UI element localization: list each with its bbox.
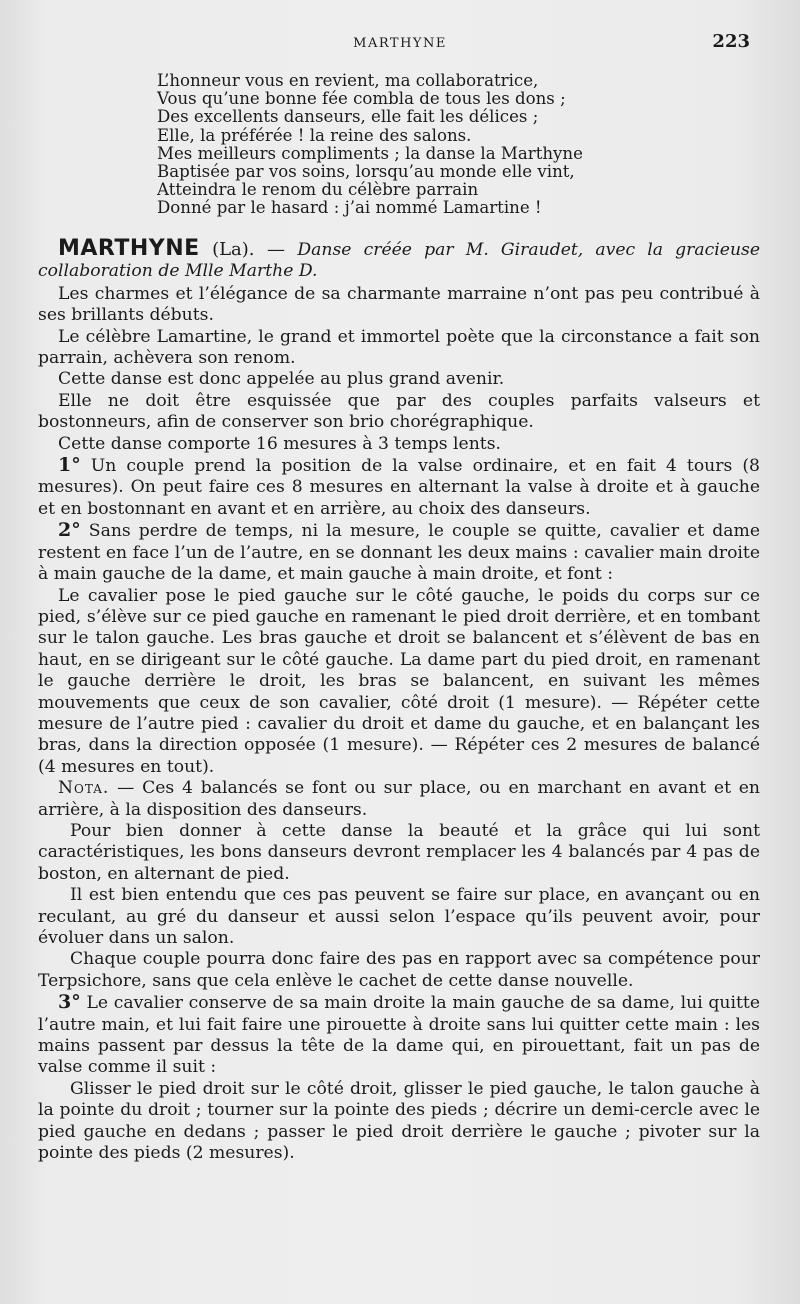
nota bbox=[38, 778, 760, 821]
paragraph: Les charmes et l’élégance de sa charmante marraine n’ont pas peu contribué à ses brillants débuts. bbox=[38, 283, 760, 326]
paragraph: Pour bien donner à cette danse la beauté et la grâce qui lui sont caractéristiques, les bons danseurs devront remplacer les 4 balancés par 4 pas de boston, en alternant de pied. bbox=[38, 820, 760, 884]
poem-line: Vous qu’une bonne fée combla de tous les dons ; bbox=[157, 89, 566, 109]
poem-line: Elle, la préférée ! la reine des salons. bbox=[157, 125, 472, 145]
poem-line: Mes meilleurs compliments ; la danse la Marthyne bbox=[157, 143, 583, 163]
step-1 bbox=[38, 455, 760, 520]
entry-title: MARTHYNE bbox=[58, 236, 200, 261]
step-number: 3° bbox=[58, 991, 81, 1014]
poem bbox=[157, 72, 717, 218]
poem-line: Donné par le hasard : j’ai nommé Lamartine ! bbox=[157, 198, 542, 218]
paragraph: Le célèbre Lamartine, le grand et immortel poète que la circonstance a fait son parrain, achèvera son renom. bbox=[38, 326, 760, 369]
entry-title-suffix: (La). — bbox=[199, 239, 298, 260]
step-text: Un couple prend la position de la valse ordinaire, et en fait 4 tours (8 mesures). On peut faire ces 8 mesures en alternant la valse à droite et à gauche et en bostonnant en avant et en arrière, au choix des danseurs. bbox=[38, 456, 760, 519]
poem-line: Atteindra le renom du célèbre parrain bbox=[157, 180, 479, 200]
entry-body bbox=[38, 238, 760, 1164]
nota-text: — Ces 4 balancés se font ou sur place, ou en marchant en avant et en arrière, à la disposition des danseurs. bbox=[38, 778, 760, 820]
step-3 bbox=[38, 992, 760, 1079]
nota-label: Nota. bbox=[58, 778, 110, 799]
step-number: 1° bbox=[58, 454, 81, 477]
running-head: MARTHYNE bbox=[353, 36, 447, 51]
step-text: Sans perdre de temps, ni la mesure, le couple se quitte, cavalier et dame restent en face l’un de l’autre, en se donnant les deux mains : cavalier main droite à main gauche de la dame, et main gauche à main droite, et font : bbox=[38, 521, 760, 585]
step-number: 2° bbox=[58, 519, 81, 542]
paragraph: Cette danse est donc appelée au plus grand avenir. bbox=[58, 369, 505, 390]
paragraph: Cette danse comporte 16 mesures à 3 temps lents. bbox=[58, 433, 501, 454]
paragraph: Chaque couple pourra donc faire des pas en rapport avec sa compétence pour Terpsichore, sans que cela enlève le cachet de cette danse nouvelle. bbox=[38, 949, 760, 991]
poem-line: L’honneur vous en revient, ma collaboratrice, bbox=[157, 71, 539, 90]
poem-line: Des excellents danseurs, elle fait les délices ; bbox=[157, 107, 539, 127]
step-3-detail: Glisser le pied droit sur le côté droit, glisser le pied gauche, le talon gauche à la pointe du droit ; tourner sur la pointe des pieds ; décrire un demi-cercle avec le pied gauche en dedans ; passer le pied droit derrière le gauche ; pivoter sur la pointe des pieds (2 mesures). bbox=[38, 1078, 760, 1164]
paragraph: Elle ne doit être esquissée que par des couples parfaits valseurs et bostonneurs, afin de conserver son brio chorégraphique. bbox=[38, 390, 760, 433]
poem-line: Baptisée par vos soins, lorsqu’au monde elle vint, bbox=[157, 162, 575, 182]
paragraph: Il est bien entendu que ces pas peuvent se faire sur place, en avançant ou en reculant, au gré du danseur et aussi selon l’espace qu’ils peuvent avoir, pour évoluer dans un salon. bbox=[38, 885, 760, 948]
entry-subtitle: Danse créée par M. Giraudet, avec la gracieuse collaboration de Mlle Marthe D. bbox=[38, 240, 761, 282]
entry-heading bbox=[38, 238, 760, 283]
step-text: Le cavalier conserve de sa main droite la main gauche de sa dame, lui quitte l’autre main, et lui fait faire une pirouette à droite sans lui quitter cette main : les mains passent par dessus la tête de la dame qui, en pirouettant, fait un pas de valse comme il suit : bbox=[38, 993, 760, 1078]
page-number: 223 bbox=[712, 31, 750, 52]
step-2-detail: Le cavalier pose le pied gauche sur le côté gauche, le poids du corps sur ce pied, s’élève sur ce pied gauche en ramenant le pied droit derrière, et en tombant sur le talon gauche. Les bras gauche et droit se balancent et s’élèvent de bas en haut, en se dirigeant sur le côté gauche. La dame part du pied droit, en ramenant le gauche derrière le droit, les bras se balancent, en suivant les mêmes mouvements que ceux de son cavalier, côté droit (1 mesure). — Répéter cette mesure de l’autre pied : cavalier du droit et dame du gauche, et en balançant les bras, dans la direction opposée (1 mesure). — Répéter ces 2 mesures de balancé (4 mesures en tout). bbox=[38, 585, 760, 777]
step-2 bbox=[38, 520, 760, 585]
